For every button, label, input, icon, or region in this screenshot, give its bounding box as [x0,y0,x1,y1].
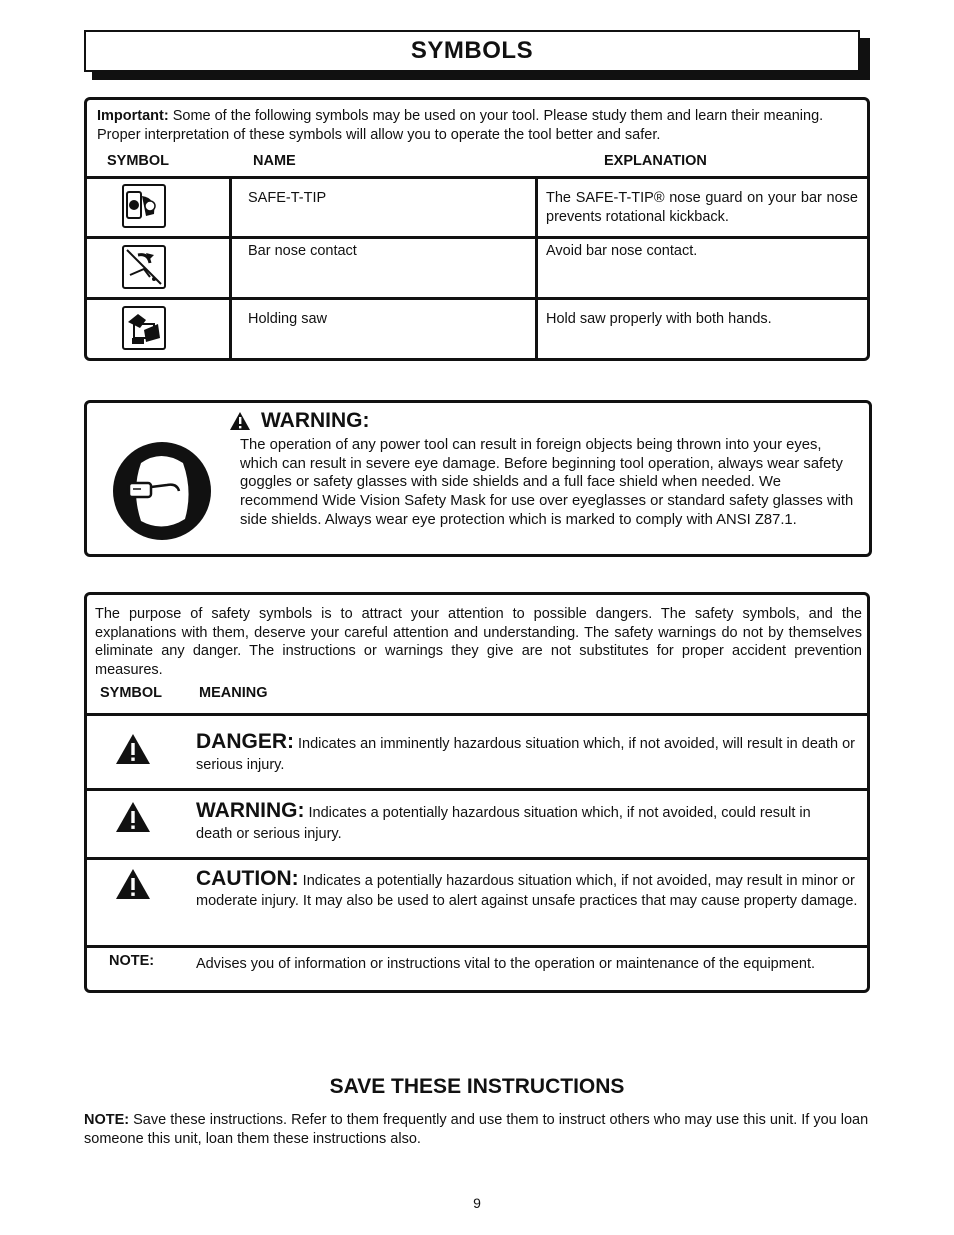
warning-label: WARNING: [196,799,305,822]
holding-saw-icon [122,306,166,350]
warning-definition [196,800,836,845]
header-name: NAME [253,153,296,169]
note-text: Advises you of information or instructions vital to the operation or maintenance of the equipment. [196,956,816,972]
warning-text: The operation of any power tool can result in foreign objects being thrown into your eyes, which can result in severe eye damage. Before beginning tool operation, always wear safety goggles or safety glasses with side shields and a full face shield when needed. We recommend Wide Vision Safety Mask for use over eyeglasses or standard safety glasses with side shields. Always wear eye protection which is marked to comply with ANSI Z87.1. [240,437,854,528]
row-name: SAFE-T-TIP [248,190,327,206]
divider [87,788,867,791]
save-note-text: Save these instructions. Refer to them frequently and use them to instruct others who may use this unit. If you loan someone this unit, loan them these instructions also. [84,1112,869,1147]
important-label: Important: [97,108,169,124]
danger-text: Indicates an imminently hazardous situation which, if not avoided, will result in death or serious injury. [196,736,855,773]
row-explanation: The SAFE-T-TIP® nose guard on your bar nose prevents rotational kickback. [546,190,858,225]
divider [87,297,867,300]
warning-heading [229,409,370,433]
divider [87,236,867,239]
row-name: Bar nose contact [248,243,357,259]
save-note-label: NOTE: [84,1112,130,1128]
page-title-box [84,30,860,72]
header-explanation: EXPLANATION [604,153,707,169]
warning-triangle-icon [115,801,151,833]
intro-text: Some of the following symbols may be used on your tool. Please study them and learn their meaning. Proper interpretation of these symbols will allow you to operate the tool better and safer. [97,108,824,143]
divider [87,713,867,716]
page-number: 9 [473,1195,481,1211]
warning-text: Indicates a potentially hazardous situation which, if not avoided, could result in death or serious injury. [196,805,811,842]
row-explanation: Avoid bar nose contact. [546,243,698,259]
header-symbol: SYMBOL [100,685,163,701]
divider [87,945,867,948]
divider [229,176,232,358]
divider [535,176,538,358]
safe-t-tip-icon [122,184,166,228]
warning-label: WARNING: [261,409,370,432]
bar-nose-contact-icon [122,245,166,289]
divider [87,176,867,179]
danger-label: DANGER: [196,730,294,753]
divider [87,857,867,860]
note-label: NOTE: [109,953,155,969]
page-title: SYMBOLS [410,37,534,64]
header-symbol: SYMBOL [107,153,170,169]
alert-triangle-icon [229,411,251,431]
header-meaning: MEANING [199,685,268,701]
caution-definition [196,869,862,911]
danger-triangle-icon [115,733,151,765]
caution-text: Indicates a potentially hazardous situation which, if not avoided, may result in minor or moderate injury. It may also be used to alert against unsafe practices that may cause property damage. [196,873,858,909]
symbols-intro [97,107,861,145]
row-explanation: Hold saw properly with both hands. [546,311,772,327]
caution-triangle-icon [115,868,151,900]
row-name: Holding saw [248,311,327,327]
save-instructions-heading: SAVE THESE INSTRUCTIONS [329,1075,625,1098]
symbols-table [84,97,870,361]
save-note [84,1111,874,1149]
caution-label: CAUTION: [196,867,299,890]
signal-words-table [84,592,870,993]
safety-glasses-icon [111,441,213,541]
signal-intro: The purpose of safety symbols is to attract your attention to possible dangers. The safety symbols, and the explanations with them, deserve your careful attention and understanding. The safety warnings do not by themselves eliminate any danger. The instructions or warnings they give are not substitutes for proper accident prevention measures. [95,606,862,678]
danger-definition [196,731,862,776]
eye-protection-warning [84,400,872,557]
